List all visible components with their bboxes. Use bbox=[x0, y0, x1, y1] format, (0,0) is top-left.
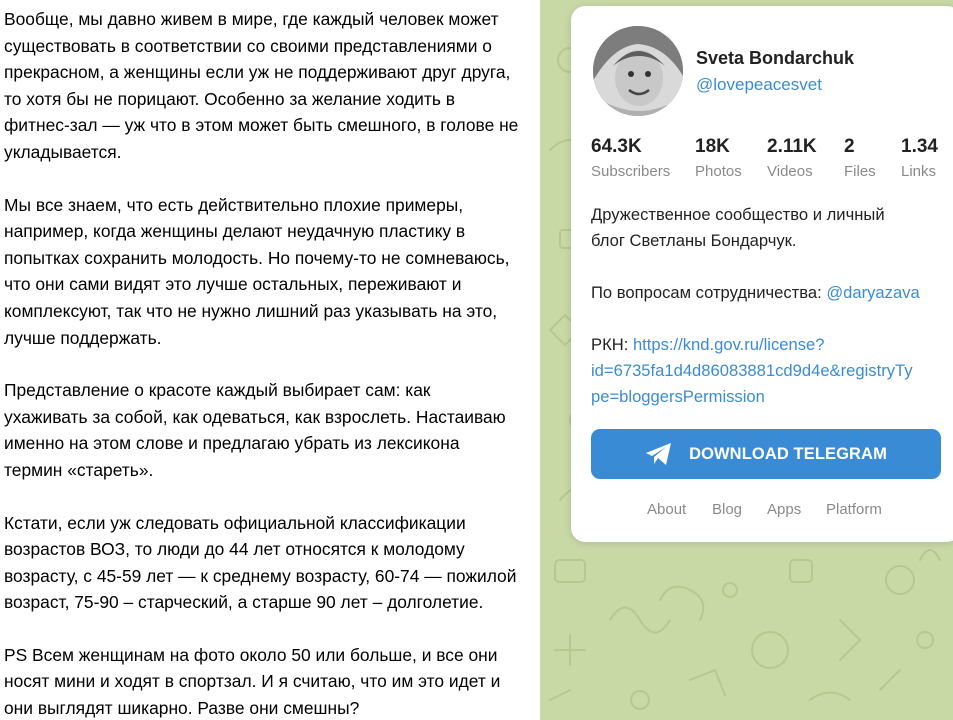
post-line: возраст, 75-90 – старческий, а старше 90 лет – долголетие. bbox=[4, 592, 484, 613]
post-line: именно на этом слове и предлагаю убрать из лексикона bbox=[4, 433, 460, 454]
post-line: Кстати, если уж следовать официальной классификации bbox=[4, 512, 466, 533]
stat-value: 2.11K bbox=[767, 136, 817, 157]
post-line: то хотя бы не порицают. Особенно за желание ходить в bbox=[4, 88, 455, 109]
channel-handle[interactable]: @lovepeacesvet bbox=[696, 75, 822, 94]
post-line: существовать в соответствии со своими представлениями о bbox=[4, 35, 492, 56]
avatar[interactable] bbox=[593, 26, 683, 116]
post-line: лучше поддержать. bbox=[4, 327, 162, 348]
channel-description bbox=[591, 202, 953, 410]
stat-photos[interactable] bbox=[695, 136, 742, 183]
telegram-plane-icon bbox=[645, 442, 673, 466]
post-line: прекрасном, а женщины если уж не поддерживают друг друга, bbox=[4, 62, 511, 83]
post-line: укладывается. bbox=[4, 141, 122, 162]
post-line: Представление о красоте каждый выбирает сам: как bbox=[4, 380, 431, 401]
footer-link-about[interactable]: About bbox=[647, 501, 687, 518]
stat-value: 18K bbox=[695, 136, 730, 157]
stat-label: Videos bbox=[767, 163, 813, 180]
footer-link-platform[interactable]: Platform bbox=[826, 501, 882, 518]
post-line: PS Всем женщинам на фото около 50 или больше, и все они bbox=[4, 644, 498, 665]
post-paragraph bbox=[4, 510, 526, 616]
stat-subscribers bbox=[591, 136, 670, 183]
rkn-line bbox=[591, 332, 953, 358]
post-line: носят мини и ходят в спортзал. И я считаю, что им это идет и bbox=[4, 671, 501, 692]
post-line: возрастов ВОЗ, то люди до 44 лет относятся к молодому bbox=[4, 539, 465, 560]
channel-info-card bbox=[571, 6, 953, 542]
child-portrait-icon bbox=[593, 26, 683, 116]
rkn-label: РКН: bbox=[591, 335, 633, 354]
footer-nav bbox=[571, 501, 953, 523]
stat-label: Links bbox=[901, 163, 937, 180]
cooperation-label: По вопросам сотрудничества: bbox=[591, 283, 827, 302]
post-line: фитнес-зал — уж что в этом может быть смешного, в голове не bbox=[4, 115, 519, 136]
post-paragraph bbox=[4, 6, 526, 166]
post-line: комплексуют, так что не нужно лишний раз указывать на это, bbox=[4, 300, 498, 321]
stat-videos[interactable] bbox=[767, 136, 817, 183]
rkn-license-link-end[interactable]: pe=bloggersPermission bbox=[591, 387, 765, 406]
post-line: Вообще, мы давно живем в мире, где каждый человек может bbox=[4, 9, 499, 29]
stat-label: Subscribers bbox=[591, 163, 671, 180]
post-line: термин «стареть». bbox=[4, 459, 154, 480]
stat-value: 1.34 bbox=[901, 136, 938, 157]
cooperation-line bbox=[591, 280, 953, 306]
post-line: они выглядят шикарно. Разве они смешны? bbox=[4, 698, 360, 719]
rkn-license-link[interactable]: https://knd.gov.ru/license? bbox=[632, 335, 825, 354]
channel-name: Sveta Bondarchuk bbox=[696, 48, 855, 68]
stat-value: 64.3K bbox=[591, 136, 642, 157]
post-line: Мы все знаем, что есть действительно плохие примеры, bbox=[4, 194, 464, 215]
stat-label: Files bbox=[844, 163, 876, 180]
post-line: возрасту, с 45-59 лет — к среднему возрасту, 60-74 — пожилой bbox=[4, 565, 517, 586]
stat-links[interactable] bbox=[901, 136, 938, 183]
stat-files[interactable] bbox=[844, 136, 876, 183]
post-paragraph bbox=[4, 642, 526, 720]
download-telegram-label: DOWNLOAD TELEGRAM bbox=[689, 444, 887, 463]
channel-stats bbox=[591, 136, 953, 186]
post-paragraph bbox=[4, 377, 526, 483]
stat-value: 2 bbox=[844, 136, 855, 157]
post-line: ухаживать за собой, как одеваться, как взрослеть. Настаиваю bbox=[4, 406, 506, 427]
post-line: попытках сохранить молодость. Но почему-то не сомневаюсь, bbox=[4, 247, 510, 268]
footer-link-apps[interactable]: Apps bbox=[767, 501, 802, 518]
post-line: например, когда женщины делают неудачную пластику в bbox=[4, 221, 466, 242]
description-line: Дружественное сообщество и личный bbox=[591, 205, 885, 224]
stat-label: Photos bbox=[695, 163, 742, 180]
post-paragraph bbox=[4, 192, 526, 352]
rkn-license-link-cont[interactable]: id=6735fa1d4d86083881cd9d4e&registryTy bbox=[591, 361, 913, 380]
description-line: блог Светланы Бондарчук. bbox=[591, 231, 797, 250]
footer-link-blog[interactable]: Blog bbox=[712, 501, 743, 518]
download-telegram-button[interactable] bbox=[591, 429, 941, 479]
post-line: что они сами видят это лучше остальных, переживают и bbox=[4, 274, 462, 295]
cooperation-contact-link[interactable]: @daryazava bbox=[826, 283, 920, 302]
